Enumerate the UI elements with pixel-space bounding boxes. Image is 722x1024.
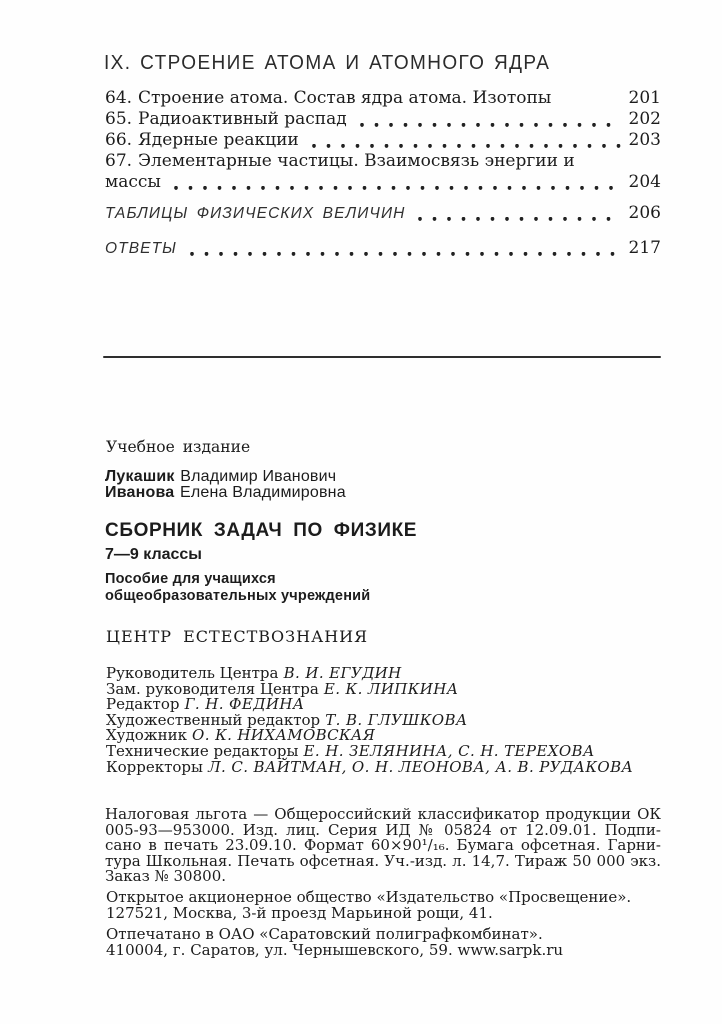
author-line bbox=[105, 485, 346, 501]
publisher-line: Открытое акционерное общество «Издательство «Просвещение». bbox=[106, 888, 632, 906]
toc-page-number: 203 bbox=[628, 130, 661, 150]
dot-leader bbox=[559, 88, 621, 109]
printer-block bbox=[106, 927, 666, 958]
publisher-line: 127521, Москва, 3-й проезд Марьиной рощи, 41. bbox=[106, 903, 493, 922]
dot-leader bbox=[185, 238, 621, 260]
author-given-names: Елена Владимировна bbox=[179, 484, 346, 501]
credit-role: Редактор bbox=[106, 695, 180, 714]
toc-entry bbox=[105, 88, 661, 109]
credit-names: Л. С. ВАЙТМАН, О. Н. ЛЕОНОВА, А. В. РУДАКОВА bbox=[208, 757, 634, 776]
center-name: ЦЕНТР ЕСТЕСТВОЗНАНИЯ bbox=[106, 627, 369, 646]
credit-names: В. И. ЕГУДИН bbox=[283, 664, 402, 682]
credit-role: Руководитель Центра bbox=[106, 664, 279, 682]
printer-line: Отпечатано в ОАО «Саратовский полиграфкомбинат». bbox=[106, 925, 543, 943]
toc-page-number: 202 bbox=[628, 109, 661, 129]
credit-line bbox=[106, 757, 634, 776]
toc-page-number: 204 bbox=[628, 172, 661, 192]
credit-names: Е. Н. ЗЕЛЯНИНА, С. Н. ТЕРЕХОВА bbox=[303, 741, 595, 760]
toc-entry-title: массы bbox=[105, 172, 161, 192]
credit-role: Художественный редактор bbox=[106, 710, 321, 729]
toc-section-heading: IX. СТРОЕНИЕ АТОМА И АТОМНОГО ЯДРА bbox=[104, 52, 551, 75]
toc-page-number: 206 bbox=[628, 203, 661, 223]
toc-entry-title: Ядерные реакции bbox=[138, 130, 299, 150]
credit-names: О. К. НИХАМОВСКАЯ bbox=[192, 726, 376, 745]
toc-page-number: 201 bbox=[628, 88, 661, 108]
colophon-line: тура Школьная. Печать офсетная. Уч.-изд. л. 14,7. Тираж 50 000 экз. bbox=[105, 851, 661, 870]
credit-role: Технические редакторы bbox=[106, 741, 299, 760]
toc-entry-continuation bbox=[105, 172, 661, 193]
colophon-line: 005-93—953000. Изд. лиц. Серия ИД № 05824 от 12.09.01. Подпи- bbox=[105, 820, 661, 839]
toc-entry-title: Строение атома. Состав ядра атома. Изотопы bbox=[138, 88, 552, 108]
credit-names: Е. К. ЛИПКИНА bbox=[323, 679, 459, 698]
toc-answers-label: ОТВЕТЫ bbox=[105, 240, 178, 257]
toc-page-number: 217 bbox=[628, 238, 661, 258]
table-of-contents bbox=[105, 88, 661, 193]
toc-entry bbox=[105, 130, 661, 151]
dot-leader bbox=[355, 109, 621, 130]
author-line bbox=[105, 469, 346, 485]
credit-role: Корректоры bbox=[106, 757, 203, 776]
dot-leader bbox=[307, 130, 621, 151]
dot-leader bbox=[413, 203, 621, 225]
toc-entry-title: Элементарные частицы. Взаимосвязь энергии и bbox=[138, 151, 575, 171]
toc-entry-title: Радиоактивный распад bbox=[138, 109, 347, 129]
credit-role: Зам. руководителя Центра bbox=[106, 679, 319, 698]
colophon-line: сано в печать 23.09.10. Формат 60×90¹/₁₆. Бумага офсетная. Гарни- bbox=[105, 836, 661, 854]
colophon-line: Налоговая льгота — Общероссийский классификатор продукции ОК bbox=[105, 805, 661, 823]
credit-role: Художник bbox=[106, 726, 187, 745]
toc-entry bbox=[105, 109, 661, 130]
toc-entry-number: 64. bbox=[105, 88, 133, 108]
credit-names: Г. Н. ФЕДИНА bbox=[184, 695, 305, 714]
colophon-line: Заказ № 30800. bbox=[105, 867, 227, 885]
edition-type-label: Учебное издание bbox=[106, 438, 251, 456]
colophon-paragraph bbox=[105, 807, 661, 885]
subtitle-line: общеобразовательных учреждений bbox=[105, 587, 371, 604]
author-surname: Иванова bbox=[105, 484, 175, 501]
book-title: СБОРНИК ЗАДАЧ ПО ФИЗИКЕ bbox=[105, 520, 418, 541]
subtitle-block bbox=[105, 571, 370, 604]
toc-entry bbox=[105, 151, 661, 172]
author-given-names: Владимир Иванович bbox=[180, 468, 337, 485]
grades-label: 7—9 классы bbox=[105, 546, 202, 563]
toc-entry-number: 66. bbox=[105, 130, 133, 150]
section-divider bbox=[103, 356, 661, 358]
authors-block bbox=[105, 469, 346, 501]
publisher-block bbox=[106, 890, 666, 921]
author-surname: Лукашик bbox=[105, 468, 175, 485]
toc-answers-row bbox=[105, 238, 661, 260]
toc-entry-number: 65. bbox=[105, 109, 133, 129]
toc-entry-number: 67. bbox=[105, 151, 133, 171]
printer-line: 410004, г. Саратов, ул. Чернышевского, 59. www.sarpk.ru bbox=[106, 940, 564, 959]
credits-block bbox=[106, 666, 633, 775]
dot-leader bbox=[169, 172, 621, 193]
subtitle-line: Пособие для учащихся bbox=[105, 571, 276, 587]
credit-names: Т. В. ГЛУШКОВА bbox=[325, 710, 468, 729]
toc-tables-row bbox=[105, 203, 661, 225]
toc-tables-label: ТАБЛИЦЫ ФИЗИЧЕСКИХ ВЕЛИЧИН bbox=[105, 205, 406, 222]
